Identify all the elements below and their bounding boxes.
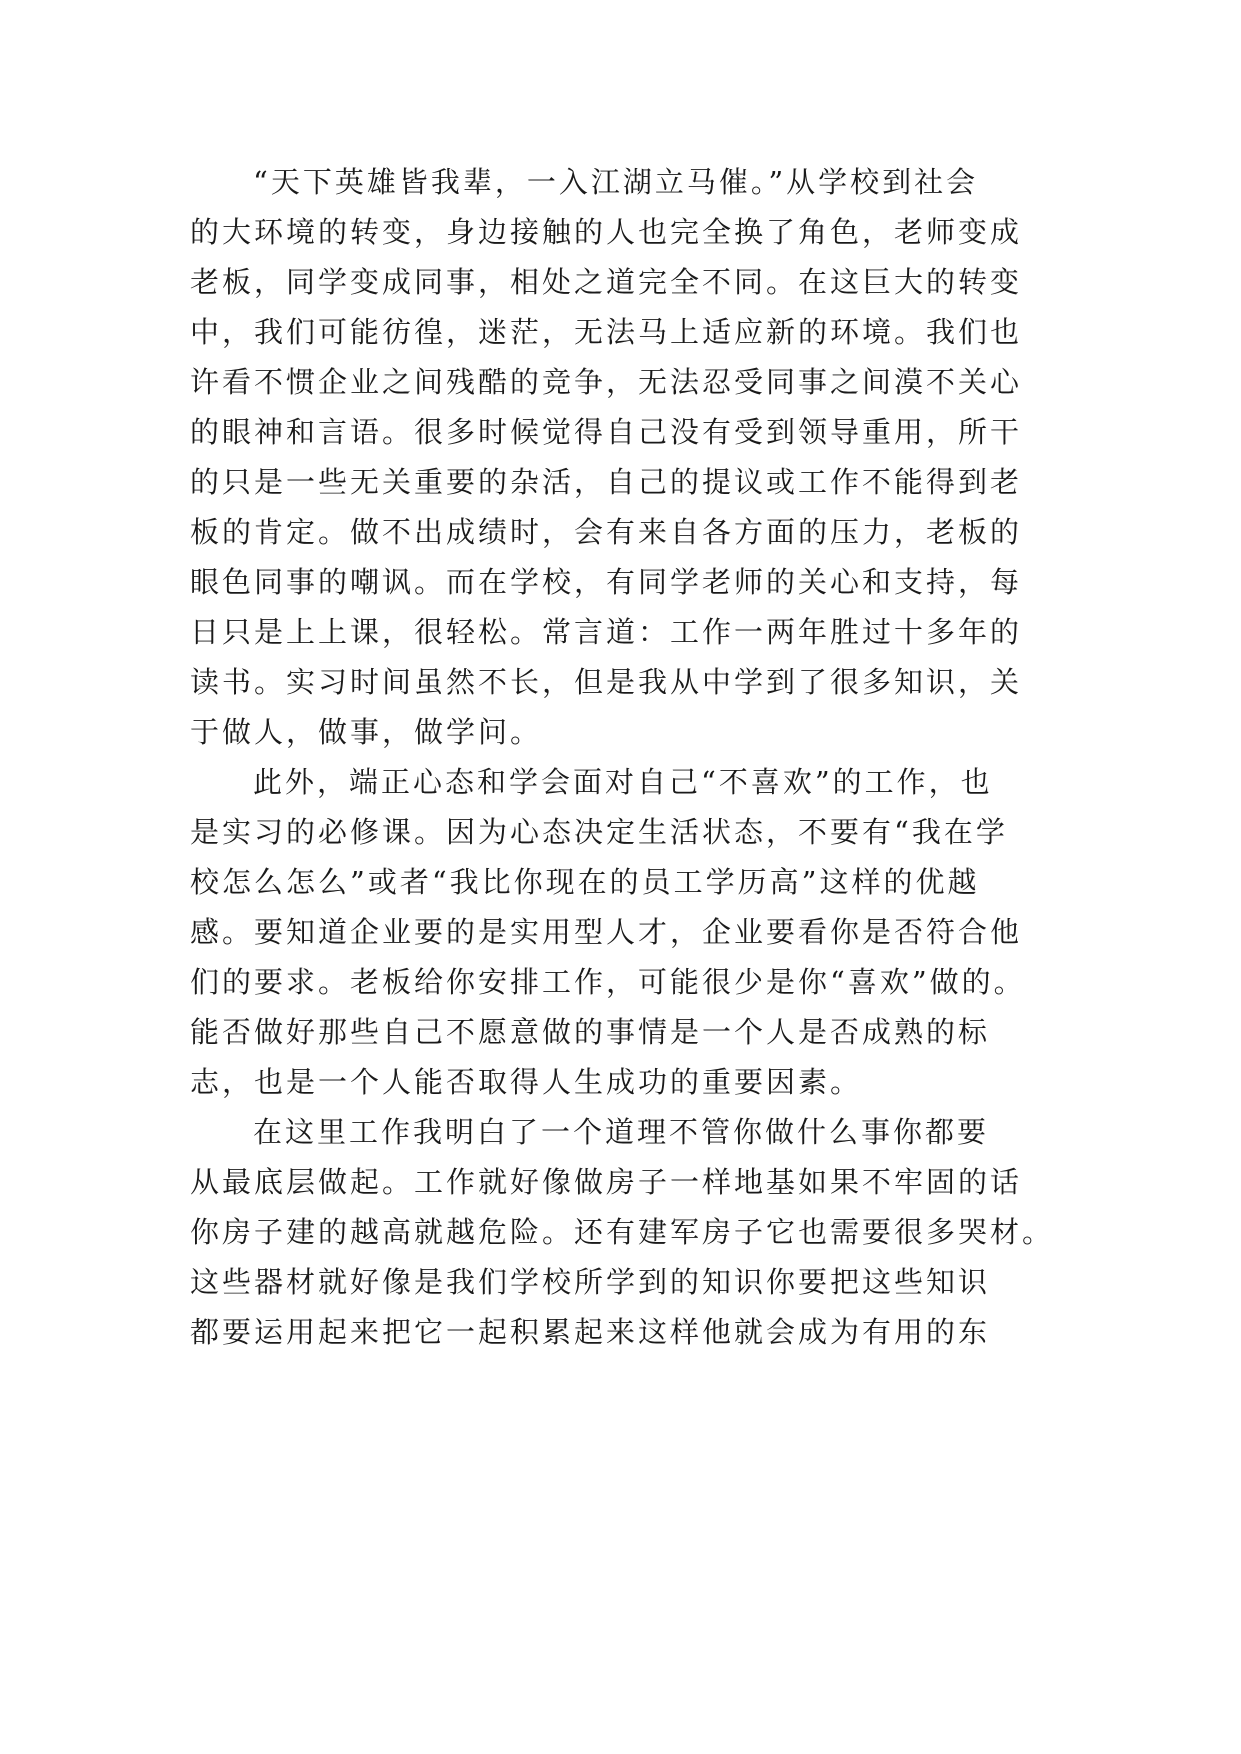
text-line: 能否做好那些自己不愿意做的事情是一个人是否成熟的标	[190, 1015, 991, 1049]
text-line: 许看不惯企业之间残酷的竞争，无法忍受同事之间漠不关心	[190, 365, 1023, 399]
text-line: 眼色同事的嘲讽。而在学校，有同学老师的关心和支持，每	[190, 565, 1023, 599]
text-line: 老板，同学变成同事，相处之道完全不同。在这巨大的转变	[190, 265, 1023, 299]
document-body	[190, 157, 1055, 1357]
text-line: 此外，端正心态和学会面对自己“不喜欢”的工作，也	[253, 765, 993, 799]
text-line: 中，我们可能彷徨，迷茫，无法马上适应新的环境。我们也	[190, 315, 1023, 349]
paragraph	[190, 1107, 1055, 1357]
text-line: 这些器材就好像是我们学校所学到的知识你要把这些知识	[190, 1265, 991, 1299]
text-line: 感。要知道企业要的是实用型人才，企业要看你是否符合他	[190, 915, 1023, 949]
text-line: 都要运用起来把它一起积累起来这样他就会成为有用的东	[190, 1315, 991, 1349]
text-line: 读书。实习时间虽然不长，但是我从中学到了很多知识，关	[190, 665, 1023, 699]
text-line: “天下英雄皆我辈，一入江湖立马催。”从学校到社会	[253, 165, 979, 199]
text-line: 的大环境的转变，身边接触的人也完全换了角色，老师变成	[190, 215, 1023, 249]
text-line: 你房子建的越高就越危险。还有建军房子它也需要很多哭材。	[190, 1215, 1055, 1249]
text-line: 于做人，做事，做学问。	[190, 715, 543, 749]
text-line: 的只是一些无关重要的杂活，自己的提议或工作不能得到老	[190, 465, 1023, 499]
paragraph	[190, 757, 1052, 1107]
text-line: 校怎么怎么”或者“我比你现在的员工学历高”这样的优越	[190, 865, 980, 899]
text-line: 的眼神和言语。很多时候觉得自己没有受到领导重用，所干	[190, 415, 1023, 449]
text-line: 板的肯定。做不出成绩时，会有来自各方面的压力，老板的	[190, 515, 1023, 549]
text-line: 从最底层做起。工作就好像做房子一样地基如果不牢固的话	[190, 1165, 1023, 1199]
text-line: 志，也是一个人能否取得人生成功的重要因素。	[190, 1065, 863, 1099]
text-line: 是实习的必修课。因为心态决定生活状态，不要有“我在学	[190, 815, 1008, 849]
paragraph	[190, 157, 1052, 757]
text-line: 们的要求。老板给你安排工作，可能很少是你“喜欢”做的。	[190, 965, 1026, 999]
text-line: 日只是上上课，很轻松。常言道：工作一两年胜过十多年的	[190, 615, 1023, 649]
text-line: 在这里工作我明白了一个道理不管你做什么事你都要	[253, 1115, 990, 1149]
